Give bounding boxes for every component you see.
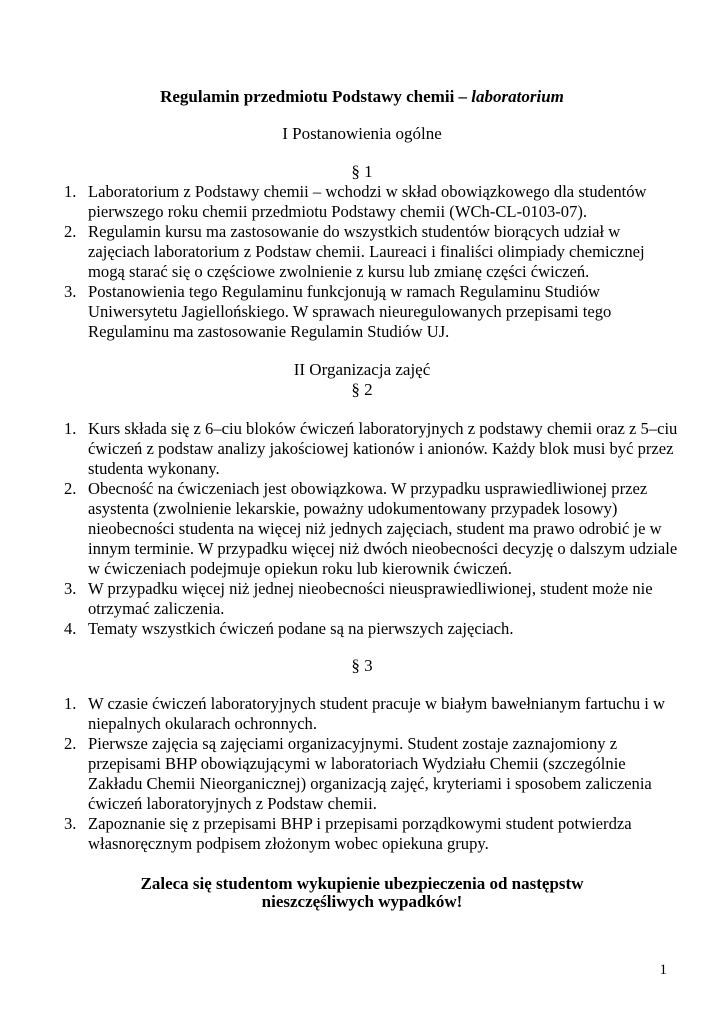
list-item-text: Laboratorium z Podstawy chemii – wchodzi w skład obowiązkowego dla studentów pierwszego roku chemii przedmiotu Podstawy chemii (WCh-CL-0103-07). bbox=[88, 182, 647, 221]
section2-heading: II Organizacja zajęć bbox=[293, 360, 431, 379]
list-item-number: 1. bbox=[64, 419, 77, 438]
list-item bbox=[64, 182, 684, 222]
list-item-text: Postanowienia tego Regulaminu funkcjonują w ramach Regulaminu Studiów Uniwersytetu Jagiellońskiego. W sprawach nieuregulowanych przepisami tego Regulaminu ma zastosowanie Regulamin Studiów UJ. bbox=[88, 282, 612, 341]
list-item bbox=[64, 222, 684, 282]
list-item-text: Regulamin kursu ma zastosowanie do wszystkich studentów biorących udział w zajęciach laboratorium z Podstaw chemii. Laureaci i finaliści olimpiady chemicznej mogą starać się o częściowe zwolnienie z kursu lub zmianę części ćwiczeń. bbox=[88, 222, 645, 281]
section1-paragraph-sign: § 1 bbox=[351, 162, 373, 181]
list-item bbox=[64, 734, 684, 814]
list-item-number: 2. bbox=[64, 734, 77, 753]
section1-list bbox=[64, 182, 684, 342]
section2-list bbox=[64, 419, 684, 639]
title-italic-text: laboratorium bbox=[471, 87, 564, 106]
section1-heading: I Postanowienia ogólne bbox=[282, 124, 442, 143]
list-item-number: 2. bbox=[64, 479, 77, 498]
list-item-number: 2. bbox=[64, 222, 77, 241]
list-item bbox=[64, 694, 684, 734]
section3-list bbox=[64, 694, 684, 854]
section3-paragraph-sign: § 3 bbox=[351, 656, 373, 675]
list-item-text: Obecność na ćwiczeniach jest obowiązkowa. W przypadku usprawiedliwionej przez asystenta (zwolnienie lekarskie, poważny udokumentowany przypadek losowy) nieobecności studenta na więcej niż jednych zajęciach, student ma prawo odrobić je w innym terminie. W przypadku więcej niż dwóch nieobecności decyzję o dalszym udziale w ćwiczeniach podejmuje opiekun roku lub kierownik ćwiczeń. bbox=[88, 479, 678, 578]
title-main-text: Regulamin przedmiotu Podstawy chemii – bbox=[160, 87, 472, 106]
list-item-text: W przypadku więcej niż jednej nieobecności nieusprawiedliwionej, student może nie otrzymać zaliczenia. bbox=[88, 579, 653, 618]
insurance-note-line2: nieszczęśliwych wypadków! bbox=[261, 892, 463, 911]
list-item-number: 3. bbox=[64, 814, 77, 833]
list-item bbox=[64, 814, 684, 854]
list-item-number: 4. bbox=[64, 619, 77, 638]
list-item bbox=[64, 419, 684, 479]
section2-paragraph-sign: § 2 bbox=[351, 380, 373, 399]
document-title bbox=[0, 86, 724, 108]
page-number: 1 bbox=[659, 962, 667, 978]
list-item bbox=[64, 579, 684, 619]
list-item-number: 1. bbox=[64, 694, 77, 713]
list-item-text: Zapoznanie się z przepisami BHP i przepisami porządkowymi student potwierdza własnoręcznym podpisem złożonym wobec opiekuna grupy. bbox=[88, 814, 632, 853]
list-item-text: Tematy wszystkich ćwiczeń podane są na pierwszych zajęciach. bbox=[88, 619, 514, 638]
list-item-text: Kurs składa się z 6–ciu bloków ćwiczeń laboratoryjnych z podstawy chemii oraz z 5–ciu ćwiczeń z podstaw analizy jakościowej kationów i anionów. Każdy blok musi być przez studenta wykonany. bbox=[88, 419, 678, 478]
list-item-text: W czasie ćwiczeń laboratoryjnych student pracuje w białym bawełnianym fartuchu i w niepalnych okularach ochronnych. bbox=[88, 694, 666, 733]
list-item bbox=[64, 479, 684, 579]
list-item-text: Pierwsze zajęcia są zajęciami organizacyjnymi. Student zostaje zaznajomiony z przepisami BHP obowiązującymi w laboratoriach Wydziału Chemii (szczególnie Zakładu Chemii Nieorganicznej) organizacją zajęć, kryteriami i sposobem zaliczenia ćwiczeń laboratoryjnych z Podstaw chemii. bbox=[88, 734, 652, 813]
list-item-number: 3. bbox=[64, 282, 77, 301]
insurance-note-line1: Zaleca się studentom wykupienie ubezpieczenia od następstw bbox=[140, 874, 584, 893]
list-item bbox=[64, 619, 684, 639]
list-item-number: 3. bbox=[64, 579, 77, 598]
list-item-number: 1. bbox=[64, 182, 77, 201]
list-item bbox=[64, 282, 684, 342]
